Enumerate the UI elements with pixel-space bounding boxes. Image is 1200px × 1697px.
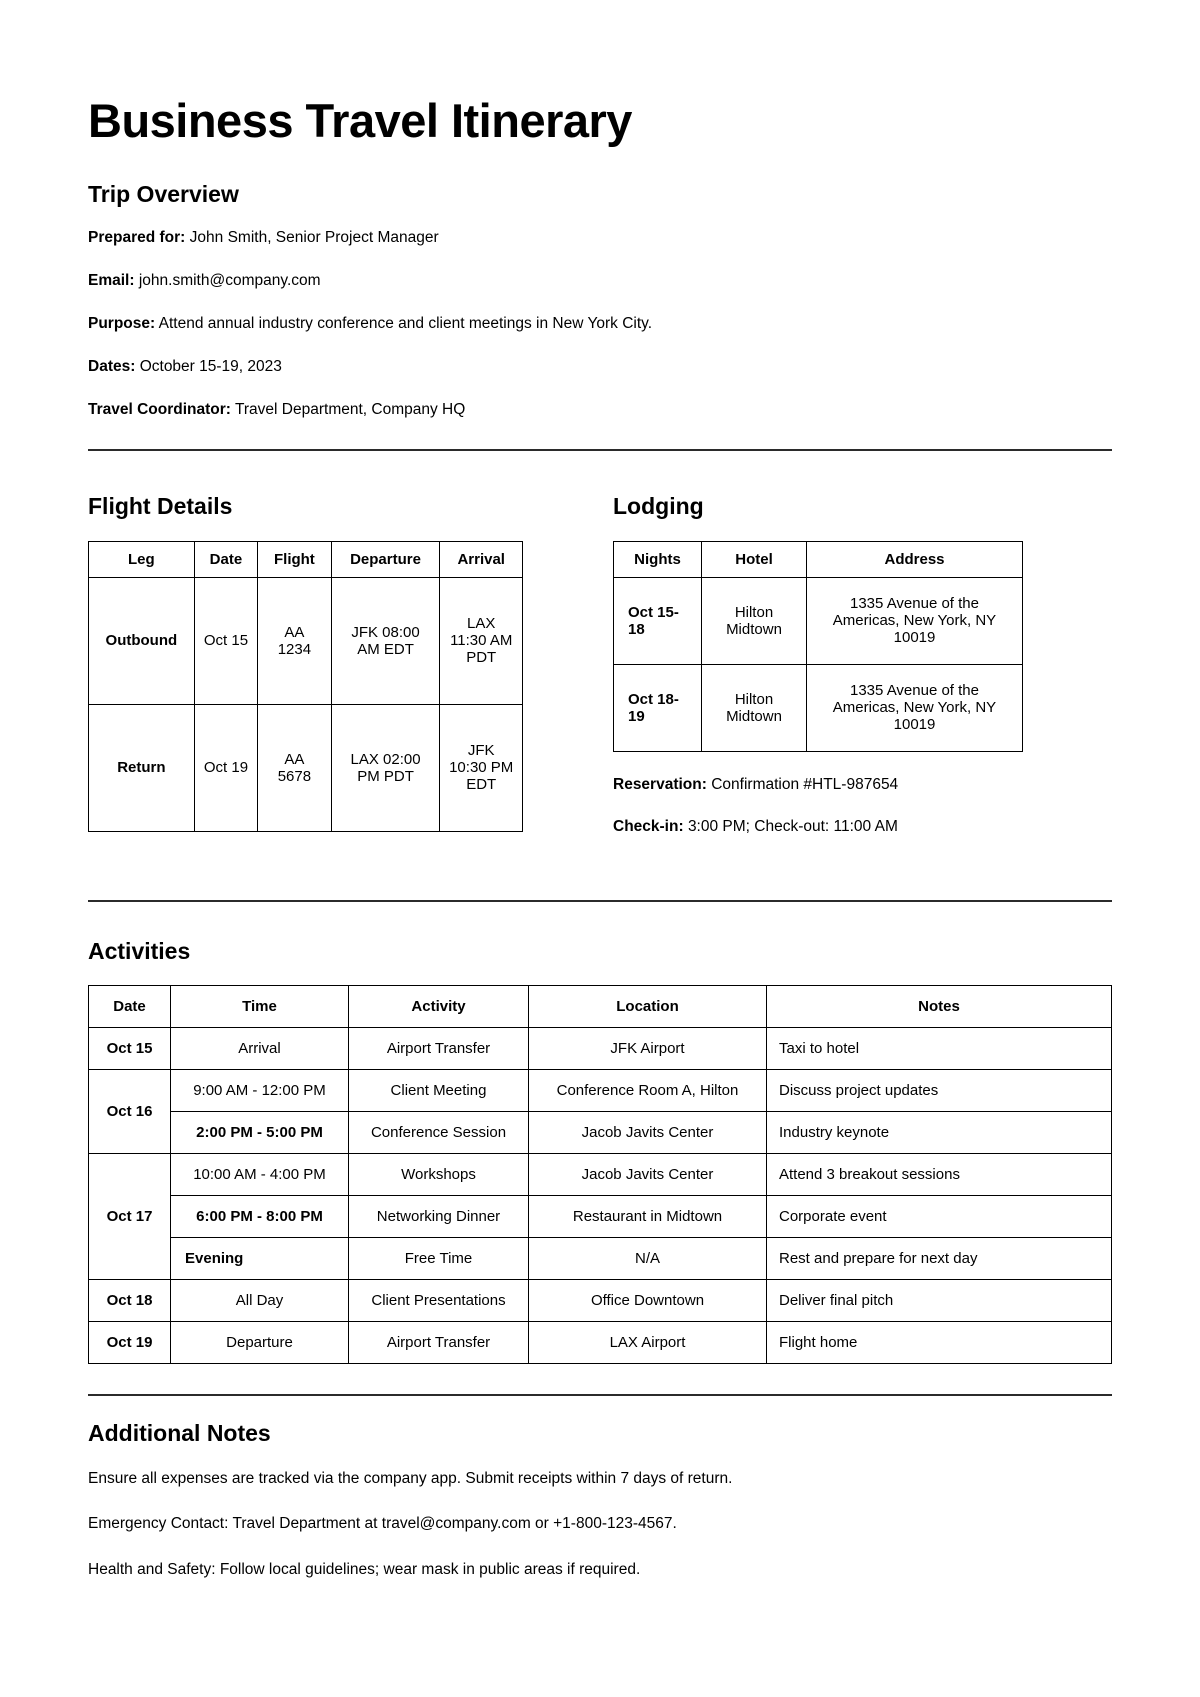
flight-details-section <box>88 493 523 836</box>
column-header-hotel: Hotel <box>702 541 807 577</box>
section-divider-notes <box>88 1394 1112 1396</box>
flight-departure: LAX 02:00 PM PDT <box>331 704 440 831</box>
activity-name: Workshops <box>349 1154 529 1196</box>
page-title: Business Travel Itinerary <box>88 94 632 147</box>
activity-name: Client Meeting <box>349 1070 529 1112</box>
table-row <box>89 1112 1112 1154</box>
activities-section <box>88 938 1112 1365</box>
flight-number: AA 1234 <box>258 577 332 704</box>
flight-number: AA 5678 <box>258 704 332 831</box>
column-header-nights: Nights <box>614 541 702 577</box>
column-header-arrival: Arrival <box>440 541 523 577</box>
table-row <box>89 1070 1112 1112</box>
column-header-date: Date <box>89 986 171 1028</box>
activity-location: Restaurant in Midtown <box>529 1196 767 1238</box>
activity-time: 6:00 PM - 8:00 PM <box>171 1196 349 1238</box>
trip-overview-section <box>88 181 1112 421</box>
lodging-nights: Oct 15-18 <box>614 577 702 664</box>
activity-date: Oct 15 <box>89 1028 171 1070</box>
column-header-location: Location <box>529 986 767 1028</box>
trip-overview-heading: Trip Overview <box>88 180 239 207</box>
field-label: Email: <box>88 272 135 290</box>
field-dates <box>88 357 1112 378</box>
activities-heading: Activities <box>88 937 191 964</box>
activity-location: LAX Airport <box>529 1322 767 1364</box>
field-value: Attend annual industry conference and client meetings in New York City. <box>158 315 653 333</box>
table-row <box>89 704 523 831</box>
activity-name: Free Time <box>349 1238 529 1280</box>
activity-date: Oct 16 <box>89 1070 171 1154</box>
table-row <box>89 1028 1112 1070</box>
table-row <box>89 1238 1112 1280</box>
activity-notes: Deliver final pitch <box>767 1280 1112 1322</box>
note-paragraph: Emergency Contact: Travel Department at travel@company.com or +1-800-123-4567. <box>88 1515 677 1533</box>
activity-location: N/A <box>529 1238 767 1280</box>
note-paragraph: Health and Safety: Follow local guidelines; wear mask in public areas if required. <box>88 1561 641 1579</box>
field-label: Purpose: <box>88 315 156 333</box>
table-row <box>614 577 1023 664</box>
activity-notes: Attend 3 breakout sessions <box>767 1154 1112 1196</box>
activities-table <box>88 985 1112 1364</box>
reservation-label: Reservation: <box>613 775 707 793</box>
reservation-line <box>613 776 1023 794</box>
activity-notes: Rest and prepare for next day <box>767 1238 1112 1280</box>
flight-arrival: LAX 11:30 AM PDT <box>440 577 523 704</box>
table-row <box>89 577 523 704</box>
field-value: John Smith, Senior Project Manager <box>189 229 439 247</box>
column-header-address: Address <box>807 541 1023 577</box>
column-header-date: Date <box>194 541 257 577</box>
flight-departure: JFK 08:00 AM EDT <box>331 577 440 704</box>
table-row <box>89 1154 1112 1196</box>
activity-location: Office Downtown <box>529 1280 767 1322</box>
column-header-flight: Flight <box>258 541 332 577</box>
table-header-row <box>89 541 523 577</box>
field-purpose <box>88 314 1112 335</box>
activity-notes: Flight home <box>767 1322 1112 1364</box>
activity-location: JFK Airport <box>529 1028 767 1070</box>
additional-notes-heading: Additional Notes <box>88 1420 271 1447</box>
lodging-heading: Lodging <box>613 492 704 519</box>
activity-location: Jacob Javits Center <box>529 1154 767 1196</box>
field-value: john.smith@company.com <box>138 272 321 290</box>
additional-notes-section <box>88 1420 1112 1581</box>
checkin-label: Check-in: <box>613 817 684 835</box>
flights-lodging-row <box>88 493 1112 836</box>
lodging-hotel: Hilton Midtown <box>702 664 807 751</box>
activity-name: Networking Dinner <box>349 1196 529 1238</box>
activity-name: Airport Transfer <box>349 1322 529 1364</box>
section-divider-overview <box>88 449 1112 451</box>
activity-notes: Corporate event <box>767 1196 1112 1238</box>
field-travel-coordinator <box>88 400 1112 421</box>
table-header-row <box>614 541 1023 577</box>
activity-date: Oct 17 <box>89 1154 171 1280</box>
table-row <box>89 1280 1112 1322</box>
lodging-nights: Oct 18-19 <box>614 664 702 751</box>
activity-time: Departure <box>171 1322 349 1364</box>
lodging-section <box>613 493 1023 836</box>
field-label: Travel Coordinator: <box>88 401 231 419</box>
checkin-line <box>613 818 1023 836</box>
flight-details-heading: Flight Details <box>88 492 233 519</box>
field-label: Dates: <box>88 358 136 376</box>
activity-location: Jacob Javits Center <box>529 1112 767 1154</box>
table-row <box>89 1322 1112 1364</box>
activity-notes: Discuss project updates <box>767 1070 1112 1112</box>
column-header-departure: Departure <box>331 541 440 577</box>
trip-overview-fields <box>88 228 1112 421</box>
activity-time: 9:00 AM - 12:00 PM <box>171 1070 349 1112</box>
activity-time: Arrival <box>171 1028 349 1070</box>
column-header-leg: Leg <box>89 541 195 577</box>
activity-name: Airport Transfer <box>349 1028 529 1070</box>
activity-time: Evening <box>171 1238 349 1280</box>
field-value: October 15-19, 2023 <box>139 358 282 376</box>
flight-date: Oct 15 <box>194 577 257 704</box>
note-paragraph: Ensure all expenses are tracked via the company app. Submit receipts within 7 days of return. <box>88 1469 733 1487</box>
reservation-value: Confirmation #HTL-987654 <box>711 775 899 793</box>
lodging-address: 1335 Avenue of the Americas, New York, NY 10019 <box>807 577 1023 664</box>
lodging-hotel: Hilton Midtown <box>702 577 807 664</box>
field-value: Travel Department, Company HQ <box>235 401 466 419</box>
flight-leg: Return <box>89 704 195 831</box>
flight-details-table <box>88 541 523 832</box>
table-row <box>614 664 1023 751</box>
lodging-table <box>613 541 1023 752</box>
flight-leg: Outbound <box>89 577 195 704</box>
column-header-activity: Activity <box>349 986 529 1028</box>
activity-notes: Taxi to hotel <box>767 1028 1112 1070</box>
activity-time: 2:00 PM - 5:00 PM <box>171 1112 349 1154</box>
activity-date: Oct 19 <box>89 1322 171 1364</box>
activity-location: Conference Room A, Hilton <box>529 1070 767 1112</box>
activity-time: 10:00 AM - 4:00 PM <box>171 1154 349 1196</box>
column-header-time: Time <box>171 986 349 1028</box>
field-email <box>88 271 1112 292</box>
table-header-row <box>89 986 1112 1028</box>
activities-body <box>89 1028 1112 1364</box>
activity-name: Client Presentations <box>349 1280 529 1322</box>
activity-time: All Day <box>171 1280 349 1322</box>
activity-notes: Industry keynote <box>767 1112 1112 1154</box>
column-header-notes: Notes <box>767 986 1112 1028</box>
field-label: Prepared for: <box>88 229 186 247</box>
activity-name: Conference Session <box>349 1112 529 1154</box>
activity-date: Oct 18 <box>89 1280 171 1322</box>
table-row <box>89 1196 1112 1238</box>
flight-arrival: JFK 10:30 PM EDT <box>440 704 523 831</box>
checkin-value: 3:00 PM; Check-out: 11:00 AM <box>687 817 898 835</box>
lodging-address: 1335 Avenue of the Americas, New York, NY 10019 <box>807 664 1023 751</box>
section-divider-activities <box>88 900 1112 902</box>
field-prepared-for <box>88 228 1112 249</box>
flight-date: Oct 19 <box>194 704 257 831</box>
